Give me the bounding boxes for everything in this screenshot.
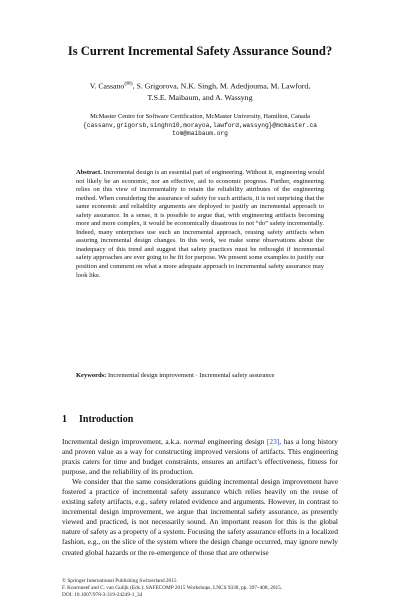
email-secondary: tom@maibaum.org — [172, 130, 228, 138]
keywords-label: Keywords: — [76, 372, 107, 379]
paragraph-1 — [62, 437, 338, 477]
emphasis-normal: normal — [183, 437, 206, 446]
section-number: 1 — [62, 414, 67, 425]
keywords-text: Incremental design improvement · Incremental safety assurance — [107, 372, 275, 379]
body-text — [62, 437, 338, 558]
abstract — [76, 169, 324, 280]
author-list — [30, 79, 370, 104]
author-line-1 — [30, 79, 370, 92]
p1-text-c: , has a long history and proven value as a way for constructing improved versions of artifacts. This engineering praxis caters for time and budget constraints, ensures an artifact’s effectiveness, fitness for purpose, and the reliability of its production. — [62, 437, 338, 477]
author-line-2: T.S.E. Maibaum, and A. Wassyng — [147, 93, 253, 103]
citation-link[interactable]: [23] — [266, 437, 280, 446]
section-title: Introduction — [79, 414, 134, 425]
p1-text-b: engineering design — [207, 437, 265, 446]
copyright-line: © Springer International Publishing Switzerland 2015 — [62, 578, 177, 584]
abstract-label: Abstract. — [76, 169, 102, 176]
doi-line: DOI: 10.1007/978-3-319-24249-1_34 — [62, 591, 143, 598]
p1-text-a: Incremental design improvement, a.k.a. — [62, 437, 182, 446]
corresponding-author-mark: (✉) — [124, 81, 133, 87]
publication-footer — [62, 578, 338, 598]
paper-title: Is Current Incremental Safety Assurance Sound? — [67, 44, 333, 58]
email-list: {cassanv,grigorsb,singhn10,morayoa,lawford,wassyng}@mcmaster.ca — [83, 121, 317, 129]
section-heading — [62, 414, 133, 425]
affiliation — [30, 113, 370, 139]
first-author: V. Cassano — [89, 81, 125, 91]
institution: McMaster Centre for Software Certification, McMaster University, Hamilton, Canada — [90, 113, 310, 120]
paragraph-2: We consider that the same considerations guiding incremental design improvement have fostered a practice of incremental safety assurance which relies heavily on the reuse of existing safety artifacts, e.g., safety related evidence and arguments. However, in contrast to incremental design improvement, we argue that incremental safety assurance, as presently viewed and practiced, is not necessarily sound. An important reason for this is the global nature of safety as a property of a system. Focusing the safety assurance efforts in a localized fashion, e.g., on the slice of the system where the design change occurred, may ignore newly created global hazards or the re-emergence of those that are otherwise — [62, 477, 338, 557]
abstract-text: Incremental design is an essential part of engineering. Without it, engineering would not likely be an economic, nor an effective, aid to economic progress. Further, engineering relies on this view of incrementality to retain the reliability attributes of the engineering method. When considering the assurance of safety for such artifacts, it is not surprising that the same economic and reliability arguments are deployed to justify an incremental approach to safety assurance. In a sense, it is possible to argue that, with engineering artifacts becoming more and more complex, it would be economically disastrous to not “do” safety incrementally. Indeed, many enterprises use such an incremental approach, reusing safety artifacts when assuring incremental design changes. In this work, we make some observations about the inadequacy of this trend and suggest that safety practices must be rethought if incremental safety approaches are ever going to be fit for purpose. We present some examples to justify our position and comment on what a more adequate approach to incremental safety assurance may look like. — [76, 169, 325, 279]
keywords — [76, 372, 324, 381]
other-authors: , S. Grigorova, N.K. Singh, M. Adedjouma, M. Lawford, — [132, 81, 311, 91]
proceedings-line: F. Koornneef and C. van Gulijk (Eds.): SAFECOMP 2015 Workshops, LNCS 9338, pp. 397–408, 2015. — [62, 584, 283, 591]
